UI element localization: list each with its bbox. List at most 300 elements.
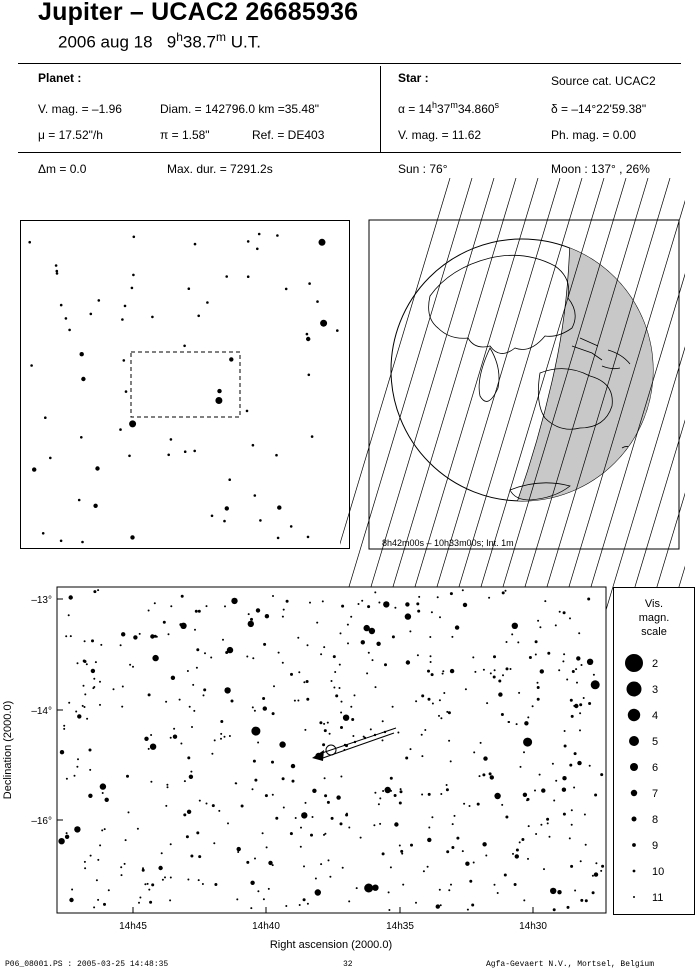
finder-star (211, 515, 214, 518)
chart-star (129, 664, 131, 666)
chart-star (252, 706, 254, 708)
chart-star (450, 669, 454, 673)
event-time-ut: U.T. (230, 32, 261, 52)
chart-star (532, 705, 534, 707)
chart-star (392, 635, 395, 638)
chart-star (352, 735, 354, 737)
chart-star (405, 757, 408, 760)
chart-star (402, 884, 404, 886)
chart-star (388, 891, 390, 893)
chart-star (319, 721, 322, 724)
chart-star (427, 670, 430, 673)
finder-star (183, 345, 186, 348)
time-minutes-unit: m (215, 30, 226, 44)
chart-star (574, 704, 578, 708)
chart-star (265, 794, 268, 797)
chart-star (383, 601, 389, 607)
chart-star (594, 794, 597, 797)
chart-star (170, 605, 172, 607)
chart-star (237, 847, 241, 851)
chart-star (275, 817, 278, 820)
chart-star (93, 906, 95, 908)
chart-star (189, 775, 193, 779)
chart-star (121, 632, 125, 636)
y-tick-label: –13° (31, 595, 52, 606)
chart-star (336, 795, 340, 799)
y-tick-label: –16° (31, 816, 52, 827)
chart-star (77, 662, 79, 664)
chart-star (124, 863, 126, 865)
chart-star (339, 687, 341, 689)
chart-star (418, 596, 420, 598)
header-top-rule (18, 63, 681, 64)
chart-star (428, 793, 431, 796)
chart-star (113, 688, 115, 690)
chart-star (100, 644, 102, 646)
chart-star (462, 589, 464, 591)
chart-star (128, 811, 130, 813)
chart-star (63, 728, 65, 730)
chart-star (90, 855, 92, 857)
star-declination: δ = –14°22'59.38" (551, 102, 647, 116)
chart-star (379, 823, 381, 825)
chart-star (137, 828, 139, 830)
chart-star (354, 694, 356, 696)
chart-star (224, 736, 226, 738)
chart-star (198, 855, 201, 858)
chart-star (92, 687, 94, 689)
chart-star (571, 809, 573, 811)
visibility-globe (340, 178, 685, 610)
chart-star (329, 876, 331, 878)
chart-star (446, 784, 448, 786)
chart-star (356, 887, 358, 889)
chart-star (463, 803, 465, 805)
chart-star (424, 729, 426, 731)
finder-star (223, 520, 226, 523)
chart-star (121, 874, 123, 876)
chart-star (83, 685, 85, 687)
chart-star (196, 831, 199, 834)
finder-star (81, 541, 84, 544)
chart-star (262, 697, 265, 700)
scale-symbol (627, 682, 642, 697)
chart-star (544, 600, 546, 602)
chart-star (283, 609, 285, 611)
chart-star (376, 642, 380, 646)
chart-star (382, 739, 384, 741)
chart-star (76, 766, 78, 768)
chart-star (442, 670, 444, 672)
finder-star (276, 234, 279, 237)
chart-star (222, 639, 224, 641)
chart-star (579, 712, 581, 714)
finder-star (307, 536, 310, 539)
chart-star (446, 850, 449, 853)
finder-star (320, 320, 327, 327)
chart-star (580, 899, 583, 902)
chart-star (541, 788, 545, 792)
chart-star (431, 673, 434, 676)
chart-star (601, 865, 604, 868)
chart-star (448, 889, 450, 891)
finder-star (131, 287, 134, 290)
chart-star (562, 660, 564, 662)
chart-star (462, 850, 464, 852)
chart-star (63, 725, 65, 727)
chart-star (214, 739, 216, 741)
chart-star (583, 697, 585, 699)
event-time-minutes: 38.7 (182, 32, 216, 52)
scale-label: 9 (652, 840, 659, 852)
chart-star (388, 909, 390, 911)
finder-star (194, 243, 197, 246)
chart-star (97, 859, 99, 861)
finder-star (254, 494, 257, 497)
chart-star (378, 602, 380, 604)
chart-star (77, 758, 79, 760)
chart-star (524, 721, 528, 725)
header-mid-rule (18, 152, 681, 153)
chart-star (537, 620, 539, 622)
chart-star (557, 890, 561, 894)
chart-star (202, 883, 204, 885)
chart-star (253, 760, 256, 763)
chart-star (400, 850, 403, 853)
globe-time-range: 8h42m00s – 10h33m00s; Int. 1m (382, 538, 514, 548)
chart-star (493, 676, 496, 679)
chart-star (574, 752, 577, 755)
chart-star (366, 672, 368, 674)
finder-star (306, 337, 310, 341)
chart-star (303, 681, 305, 683)
star-source-catalog: Source cat. UCAC2 (551, 74, 656, 88)
chart-star (438, 715, 440, 717)
chart-star (246, 656, 248, 658)
chart-star (351, 718, 354, 721)
finder-star (275, 454, 278, 457)
chart-star (229, 735, 231, 737)
chart-star (428, 698, 431, 701)
chart-star (75, 711, 77, 713)
scale-symbol (631, 790, 637, 796)
scale-label: 5 (652, 736, 659, 748)
chart-star (139, 897, 141, 899)
chart-star (416, 602, 419, 605)
chart-star (385, 787, 391, 793)
chart-star (488, 597, 490, 599)
chart-star (442, 673, 444, 675)
chart-star (345, 814, 348, 817)
chart-star (212, 804, 215, 807)
finder-star (49, 457, 52, 460)
chart-star (290, 673, 293, 676)
chart-star (170, 843, 172, 845)
chart-star (535, 654, 537, 656)
finder-star (130, 535, 134, 539)
chart-star (66, 832, 68, 834)
chart-star (306, 698, 309, 701)
finder-star (78, 499, 81, 502)
chart-star (324, 794, 327, 797)
chart-star (472, 656, 474, 658)
scale-symbols (614, 588, 694, 914)
chart-star (322, 743, 325, 746)
chart-star (368, 652, 370, 654)
chart-star (427, 838, 431, 842)
chart-star (237, 851, 239, 853)
page-title: Jupiter – UCAC2 26685936 (38, 0, 359, 26)
scale-symbol (633, 870, 636, 873)
chart-star (133, 635, 137, 639)
chart-star (77, 714, 81, 718)
chart-star (494, 884, 496, 886)
chart-star (431, 816, 433, 818)
chart-star (501, 804, 503, 806)
chart-star (99, 844, 101, 846)
chart-star (315, 878, 317, 880)
chart-star (168, 633, 170, 635)
scale-label: 11 (652, 892, 664, 904)
planet-ephemeris-ref: Ref. = DE403 (252, 128, 325, 142)
chart-star (600, 870, 602, 872)
chart-star (348, 900, 350, 902)
chart-star (592, 875, 594, 877)
finder-star (60, 304, 63, 307)
chart-star (331, 680, 333, 682)
chart-star (382, 720, 384, 722)
chart-star (553, 908, 556, 911)
chart-star (224, 687, 230, 693)
chart-star (268, 861, 272, 865)
chart-star (272, 794, 274, 796)
finder-star (193, 450, 196, 453)
scale-label: 2 (652, 658, 659, 670)
finder-star (56, 272, 59, 275)
chart-star (263, 898, 265, 900)
chart-star (86, 718, 88, 720)
chart-star (446, 788, 449, 791)
header-vertical-rule (380, 66, 381, 153)
chart-star (593, 674, 595, 676)
chart-star (84, 861, 86, 863)
finder-star (308, 282, 311, 285)
finder-star (225, 275, 228, 278)
finder-star (28, 241, 31, 244)
chart-star (196, 667, 198, 669)
finder-star (215, 397, 222, 404)
chart-star (297, 700, 299, 702)
chart-star (204, 652, 206, 654)
chart-star (327, 801, 330, 804)
chart-star (273, 685, 275, 687)
chart-star (540, 824, 542, 826)
chart-star (534, 790, 536, 792)
finder-star (133, 236, 136, 239)
chart-star (567, 906, 570, 909)
finder-star (167, 454, 170, 457)
chart-star (339, 664, 341, 666)
chart-star (211, 753, 213, 755)
chart-star (430, 655, 432, 657)
ra-prefix: α = 14 (398, 102, 432, 116)
chart-star (587, 598, 590, 601)
finder-star (132, 274, 135, 277)
chart-star (539, 626, 541, 628)
chart-star (331, 817, 334, 820)
chart-star (170, 737, 172, 739)
chart-star (218, 810, 220, 812)
chart-star (282, 777, 285, 780)
chart-star (231, 598, 237, 604)
chart-star (584, 814, 586, 816)
finder-star (170, 438, 173, 441)
finder-star (285, 288, 288, 291)
chart-star (505, 816, 508, 819)
event-date: 2006 aug 18 (58, 32, 153, 52)
chart-star (465, 862, 469, 866)
chart-star (161, 852, 163, 854)
chart-star (343, 715, 349, 721)
chart-star (578, 632, 580, 634)
chart-star (378, 803, 380, 805)
chart-star (494, 793, 500, 799)
finder-star (197, 315, 200, 318)
chart-star (220, 733, 222, 735)
chart-star (152, 655, 158, 661)
chart-star (148, 610, 150, 612)
scale-title-line1: Vis. (644, 598, 664, 610)
finder-star (44, 416, 47, 419)
chart-star (340, 712, 342, 714)
chart-star (437, 596, 439, 598)
chart-star (348, 827, 350, 829)
chart-star (324, 729, 327, 732)
chart-star (74, 826, 80, 832)
chart-star (333, 655, 336, 658)
chart-star (187, 756, 190, 759)
chart-star (139, 633, 141, 635)
chart-star (555, 780, 557, 782)
chart-star (236, 898, 238, 900)
finder-star (95, 466, 99, 470)
chart-star (440, 793, 442, 795)
chart-star (504, 874, 507, 877)
chart-star (364, 884, 373, 893)
planet-vmag: V. mag. = –1.96 (38, 102, 122, 116)
chart-star (120, 644, 122, 646)
chart-star (471, 904, 474, 907)
chart-star (370, 728, 372, 730)
chart-star (473, 862, 475, 864)
chart-star (436, 904, 440, 908)
chart-star (600, 773, 603, 776)
y-axis-title: Declination (2000.0) (2, 700, 14, 800)
x-tick-label: 14h35 (386, 921, 414, 932)
chart-star (250, 907, 252, 909)
chart-star (66, 778, 68, 780)
finder-star (225, 506, 229, 510)
chart-star (300, 846, 302, 848)
chart-star (183, 813, 186, 816)
chart-star (250, 618, 253, 621)
chart-star (294, 700, 296, 702)
chart-star (410, 748, 412, 750)
chart-star (579, 703, 582, 706)
chart-star (171, 676, 175, 680)
chart-star (173, 728, 175, 730)
scale-symbol (625, 654, 643, 672)
chart-star (307, 644, 309, 646)
chart-star (173, 735, 177, 739)
chart-star (594, 872, 598, 876)
x-tick-label: 14h45 (119, 921, 147, 932)
chart-star (187, 670, 189, 672)
scale-title-line2: magn. (638, 612, 670, 624)
chart-star (102, 792, 104, 794)
chart-star (108, 889, 110, 891)
chart-star (477, 803, 480, 806)
chart-star (526, 799, 528, 801)
chart-star (552, 763, 554, 765)
chart-star (286, 600, 289, 603)
delta-magnitude: Δm = 0.0 (38, 162, 87, 176)
finder-star (65, 317, 68, 320)
chart-star (562, 776, 566, 780)
chart-star (271, 761, 274, 764)
chart-star (162, 879, 164, 881)
time-hours-unit: h (176, 30, 183, 44)
chart-star (194, 629, 196, 631)
chart-star (248, 621, 254, 627)
chart-star (254, 710, 256, 712)
chart-star (93, 678, 95, 680)
event-time-hours: 9 (166, 32, 177, 52)
finder-star (55, 264, 58, 267)
chart-star (535, 833, 537, 835)
chart-star (285, 905, 287, 907)
chart-star (572, 670, 575, 673)
chart-star (151, 883, 154, 886)
finder-star (259, 519, 262, 522)
scale-label: 7 (652, 788, 659, 800)
chart-star (213, 842, 215, 844)
chart-star (486, 702, 488, 704)
chart-star (463, 603, 467, 607)
chart-star (373, 824, 375, 826)
star-chart (0, 580, 610, 955)
chart-star (450, 592, 453, 595)
x-tick-label: 14h30 (519, 921, 547, 932)
chart-star (394, 607, 396, 609)
chart-star (498, 692, 502, 696)
finder-star (80, 436, 83, 439)
chart-star (122, 686, 124, 688)
chart-star (569, 764, 572, 767)
finder-star (128, 455, 131, 458)
ra-seconds: 34.860 (457, 102, 495, 116)
chart-star (506, 641, 508, 643)
chart-star (361, 600, 363, 602)
chart-star (485, 855, 487, 857)
chart-star (482, 773, 485, 776)
chart-star (272, 712, 275, 715)
chart-star (323, 646, 325, 648)
chart-star (290, 832, 293, 835)
chart-star (563, 611, 566, 614)
chart-star (149, 901, 152, 904)
chart-star (577, 761, 581, 765)
